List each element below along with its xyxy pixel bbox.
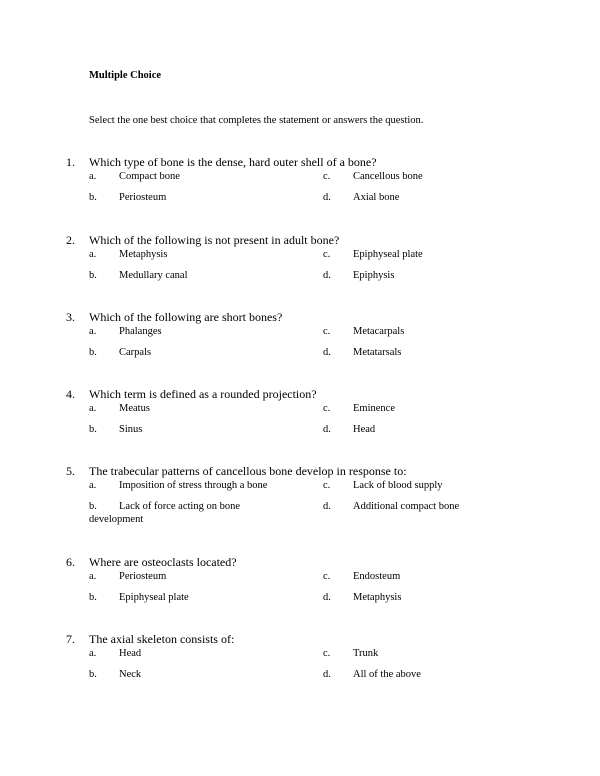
option-text: Endosteum [353, 571, 401, 582]
option-letter: d. [323, 192, 331, 203]
option-letter: c. [323, 171, 331, 182]
question-number: 1. [66, 155, 75, 169]
question-number: 2. [66, 233, 75, 247]
option-text: Imposition of stress through a bone [119, 480, 268, 491]
option-letter: b. [89, 592, 97, 603]
question-number: 6. [66, 555, 75, 569]
option-letter: c. [323, 249, 331, 260]
option-letter: d. [323, 424, 331, 435]
option-letter: c. [323, 480, 331, 491]
option-text: Epiphyseal plate [353, 249, 423, 260]
option-letter: c. [323, 571, 331, 582]
option-letter: b. [89, 669, 97, 680]
question-number: 5. [66, 464, 75, 478]
option-letter: a. [89, 403, 97, 414]
instructions-text: Select the one best choice that completes the statement or answers the question. [89, 115, 424, 126]
option-letter: d. [323, 669, 331, 680]
option-letter: b. [89, 192, 97, 203]
option-text: Compact bone [119, 171, 180, 182]
option-letter: c. [323, 403, 331, 414]
option-text: Sinus [119, 424, 143, 435]
option-letter: c. [323, 326, 331, 337]
option-letter: d. [323, 592, 331, 603]
question-text: The axial skeleton consists of: [89, 632, 235, 646]
option-text: Periosteum [119, 192, 167, 203]
option-text-continuation: development [89, 514, 144, 525]
option-text: Medullary canal [119, 270, 188, 281]
option-letter: b. [89, 501, 97, 512]
section-heading: Multiple Choice [89, 70, 162, 81]
option-letter: a. [89, 171, 97, 182]
option-text: Head [353, 424, 376, 435]
option-letter: a. [89, 571, 97, 582]
option-letter: a. [89, 480, 97, 491]
option-letter: b. [89, 347, 97, 358]
question-number: 3. [66, 310, 75, 324]
option-text: Metacarpals [353, 326, 405, 337]
option-text: Metatarsals [353, 347, 402, 358]
option-text: Lack of blood supply [353, 480, 443, 491]
option-letter: b. [89, 270, 97, 281]
question-text: Which type of bone is the dense, hard outer shell of a bone? [89, 155, 377, 169]
option-text: Phalanges [119, 326, 162, 337]
question-text: Which of the following are short bones? [89, 310, 283, 324]
option-text: Axial bone [353, 192, 400, 203]
option-text: Head [119, 648, 142, 659]
option-text: Epiphysis [353, 270, 395, 281]
option-text: Lack of force acting on bone [119, 501, 240, 512]
option-letter: d. [323, 270, 331, 281]
option-text: Additional compact bone [353, 501, 460, 512]
option-text: Metaphysis [353, 592, 402, 603]
option-text: Epiphyseal plate [119, 592, 189, 603]
option-text: Meatus [119, 403, 150, 414]
question-text: Which term is defined as a rounded projection? [89, 387, 317, 401]
question-text: The trabecular patterns of cancellous bone develop in response to: [89, 464, 407, 478]
option-text: Trunk [353, 648, 379, 659]
option-text: Metaphysis [119, 249, 168, 260]
option-text: Neck [119, 669, 142, 680]
option-letter: b. [89, 424, 97, 435]
question-text: Where are osteoclasts located? [89, 555, 237, 569]
option-letter: a. [89, 326, 97, 337]
option-text: Cancellous bone [353, 171, 423, 182]
option-letter: a. [89, 249, 97, 260]
question-number: 7. [66, 632, 75, 646]
option-letter: d. [323, 501, 331, 512]
option-letter: a. [89, 648, 97, 659]
option-text: Carpals [119, 347, 152, 358]
option-letter: c. [323, 648, 331, 659]
option-text: Eminence [353, 403, 395, 414]
option-letter: d. [323, 347, 331, 358]
option-text: Periosteum [119, 571, 167, 582]
question-text: Which of the following is not present in adult bone? [89, 233, 340, 247]
question-number: 4. [66, 387, 75, 401]
option-text: All of the above [353, 669, 421, 680]
